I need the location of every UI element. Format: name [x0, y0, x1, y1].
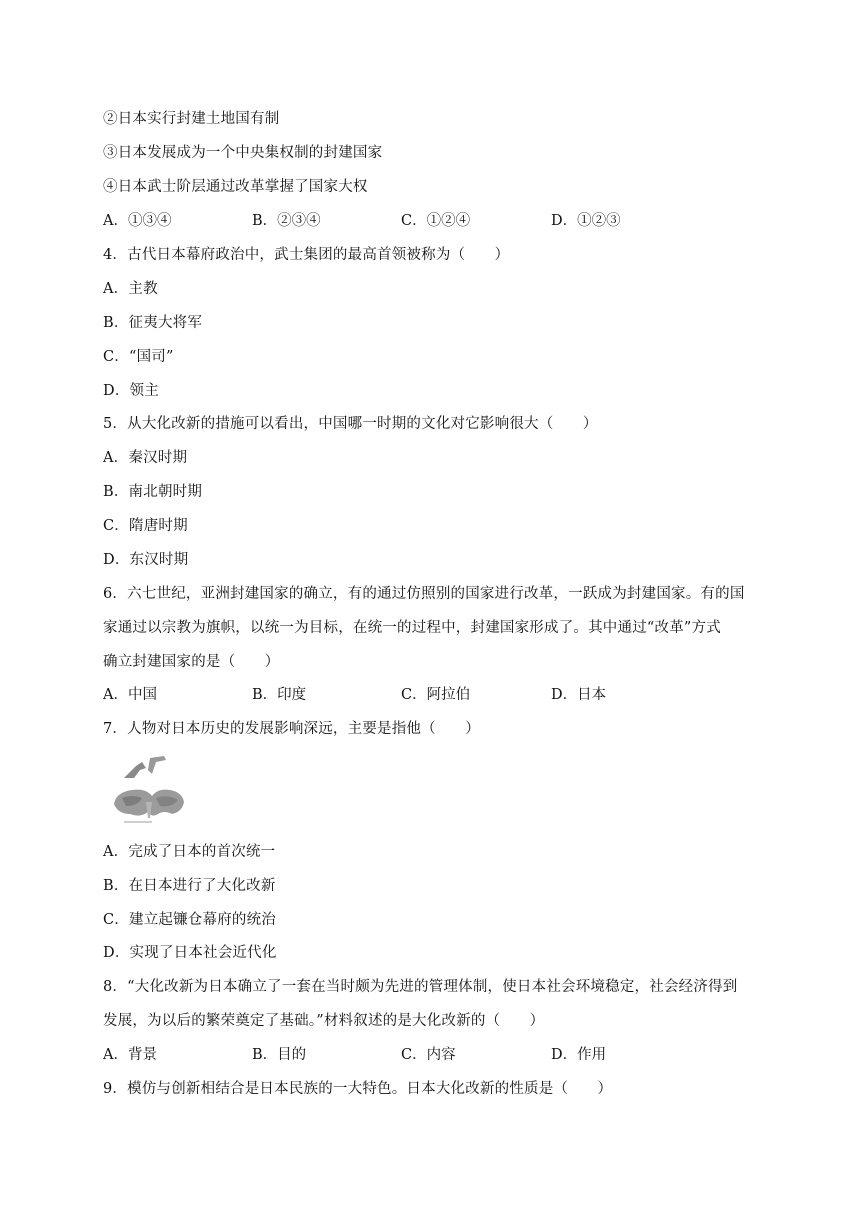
statement-3: ③日本发展成为一个中央集权制的封建国家	[103, 145, 383, 161]
q6-stem-line-1: 6．六七世纪，亚洲封建国家的确立，有的通过仿照别的国家进行改革，一跃成为封建国家。有的国	[103, 586, 745, 602]
q8-option-d: D．作用	[551, 1047, 607, 1063]
q4-option-c: C．“国司”	[103, 349, 174, 365]
q7-option-c: C．建立起镰仓幕府的统治	[103, 912, 276, 928]
q9-stem: 9．模仿与创新相结合是日本民族的一大特色。日本大化改新的性质是（ ）	[103, 1081, 613, 1097]
q5-stem: 5．从大化改新的措施可以看出，中国哪一时期的文化对它影响很大（ ）	[103, 416, 598, 432]
q3-option-a: A．①③④	[103, 213, 172, 229]
q3-option-d: D．①②③	[551, 213, 621, 229]
q8-stem-line-1: 8．“大化改新为日本确立了一套在当时颇为先进的管理体制，使日本社会环境稳定，社会经济得到	[103, 979, 738, 995]
statement-2: ②日本实行封建土地国有制	[103, 111, 280, 127]
portrait-figure	[112, 752, 186, 832]
q5-option-a: A．秦汉时期	[103, 450, 188, 466]
q3-option-c: C．①②④	[401, 213, 471, 229]
statement-4: ④日本武士阶层通过改革掌握了国家大权	[103, 179, 368, 195]
q6-option-d: D．日本	[551, 687, 607, 703]
q7-stem: 7．人物对日本历史的发展影响深远，主要是指他（ ）	[103, 721, 480, 737]
q5-option-d: D．东汉时期	[103, 552, 189, 568]
q3-option-b: B．②③④	[252, 213, 321, 229]
q7-option-a: A．完成了日本的首次统一	[103, 844, 276, 860]
q5-option-c: C．隋唐时期	[103, 518, 188, 534]
q4-stem: 4．古代日本幕府政治中，武士集团的最高首领被称为（ ）	[103, 247, 510, 263]
q6-option-b: B．印度	[252, 687, 307, 703]
q7-option-d: D．实现了日本社会近代化	[103, 945, 277, 961]
q4-option-d: D．领主	[103, 383, 159, 399]
q8-option-a: A．背景	[103, 1047, 157, 1063]
q4-option-b: B．征夷大将军	[103, 315, 203, 331]
q8-stem-line-2: 发展，为以后的繁荣奠定了基础。”材料叙述的是大化改新的（ ）	[103, 1013, 545, 1029]
q8-option-c: C．内容	[401, 1047, 456, 1063]
q5-option-b: B．南北朝时期	[103, 484, 203, 500]
q6-stem-line-2: 家通过以宗教为旗帜，以统一为目标，在统一的过程中，封建国家形成了。其中通过“改革”方式	[103, 620, 721, 636]
q8-option-b: B．目的	[252, 1047, 307, 1063]
q6-option-c: C．阿拉伯	[401, 687, 471, 703]
q6-option-a: A．中国	[103, 687, 157, 703]
q4-option-a: A．主教	[103, 281, 158, 297]
q6-stem-line-3: 确立封建国家的是（ ）	[103, 654, 280, 670]
q7-option-b: B．在日本进行了大化改新	[103, 878, 276, 894]
